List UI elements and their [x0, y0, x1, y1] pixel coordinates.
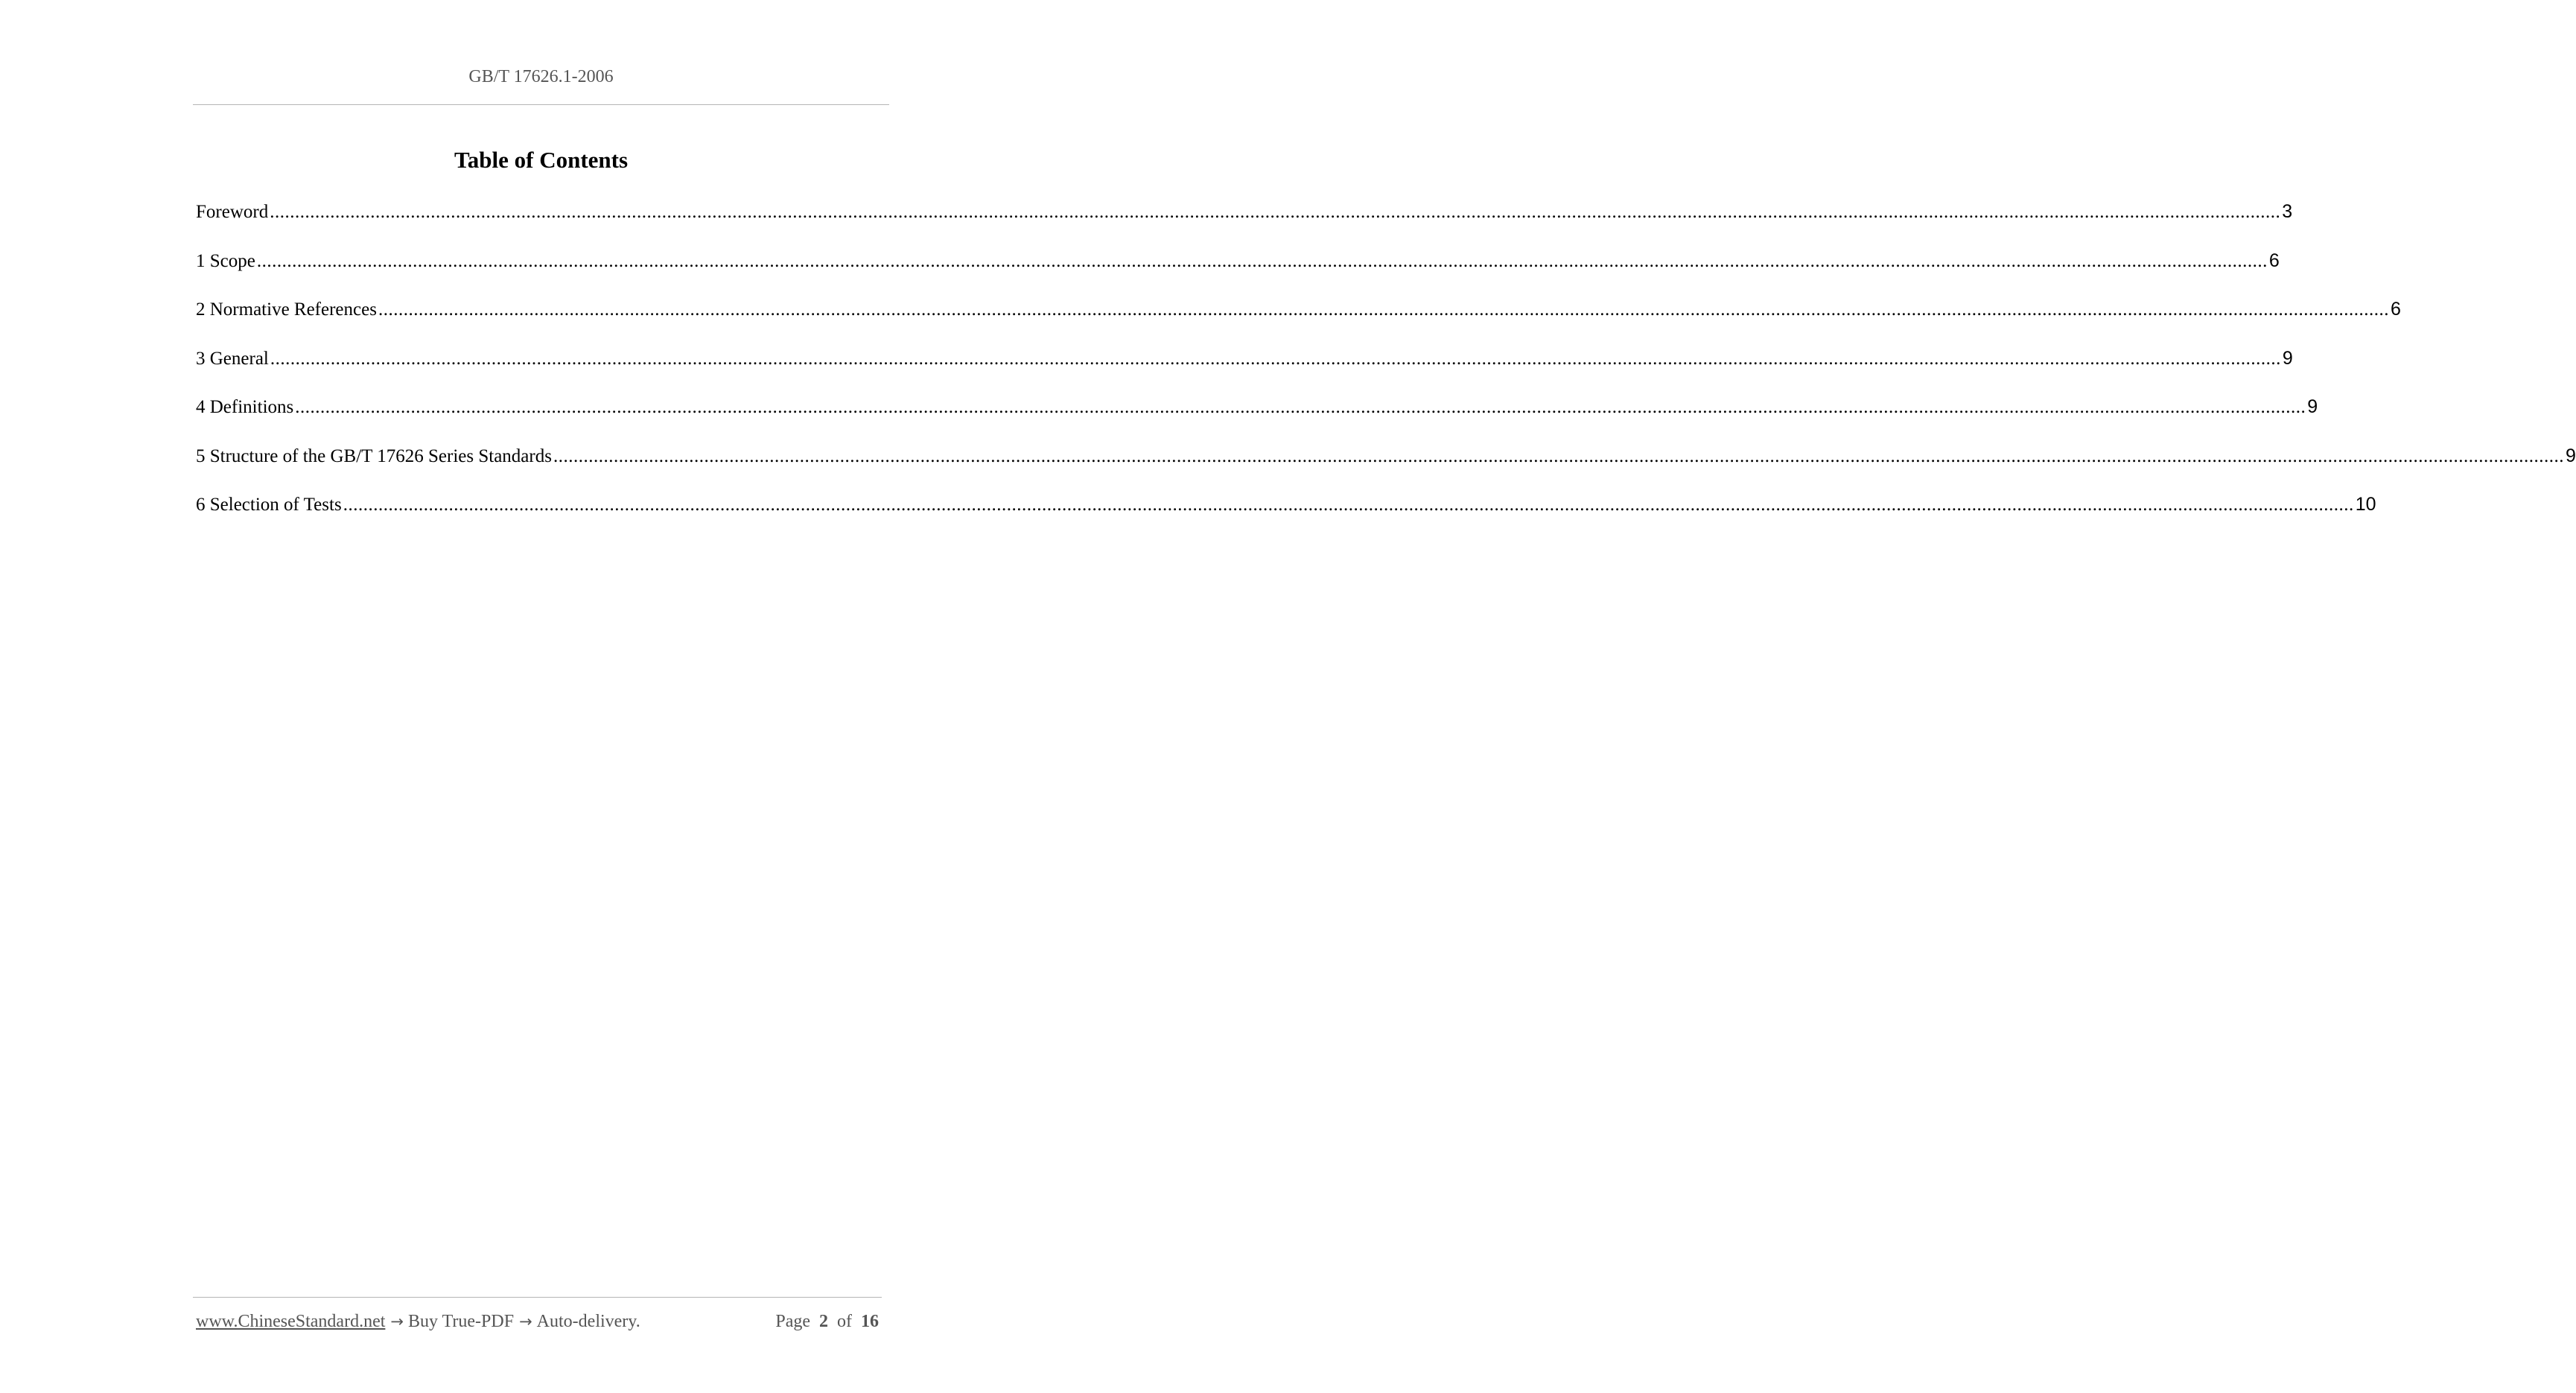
toc-entry-selection-of-tests[interactable]	[196, 494, 2376, 543]
header-divider	[193, 104, 889, 105]
toc-dot-leader: ................................................................................................................................................................................................................................................................................................................................................................................................................	[378, 299, 2389, 320]
toc-entry-foreword[interactable]	[196, 201, 2293, 250]
toc-entry-page: 6	[2268, 250, 2280, 271]
toc-entry-label: 1 Scope	[196, 250, 255, 271]
toc-dot-leader: ................................................................................................................................................................................................................................................................................................................................................................................................................	[343, 495, 2354, 515]
toc-entry-page: 9	[2307, 396, 2318, 417]
footer-promo	[196, 1312, 640, 1332]
toc-entry-page: 9	[2565, 445, 2576, 466]
toc-dot-leader: ................................................................................................................................................................................................................................................................................................................................................................................................................	[270, 348, 2281, 369]
right-arrow-icon: →	[519, 1313, 532, 1330]
total-pages-number: 16	[861, 1312, 879, 1331]
auto-delivery-text: Auto-delivery.	[536, 1312, 640, 1331]
footer-divider	[193, 1297, 882, 1298]
toc-entry-label: Foreword	[196, 202, 269, 222]
toc-entry-label: 3 General	[196, 348, 269, 369]
document-code-header: GB/T 17626.1-2006	[468, 67, 614, 86]
toc-entry-definitions[interactable]	[196, 396, 2318, 445]
toc-entry-page: 6	[2390, 299, 2401, 320]
of-word: of	[837, 1312, 852, 1331]
right-arrow-icon: →	[390, 1313, 404, 1330]
site-link[interactable]: www.ChineseStandard.net	[196, 1312, 386, 1331]
page-word: Page	[775, 1312, 810, 1331]
page-number	[775, 1312, 879, 1332]
toc-title: Table of Contents	[454, 147, 629, 173]
toc-entry-scope[interactable]	[196, 250, 2280, 299]
toc-entry-structure[interactable]	[196, 445, 2576, 495]
toc-entry-label: 2 Normative References	[196, 299, 377, 320]
toc-dot-leader: ................................................................................................................................................................................................................................................................................................................................................................................................................	[270, 202, 2281, 222]
page-footer	[196, 1312, 882, 1336]
toc-entry-page: 9	[2282, 347, 2293, 369]
toc-entry-page: 3	[2282, 201, 2293, 222]
table-of-contents	[196, 201, 2576, 543]
toc-dot-leader: ................................................................................................................................................................................................................................................................................................................................................................................................................	[295, 397, 2306, 417]
toc-dot-leader: ................................................................................................................................................................................................................................................................................................................................................................................................................	[553, 445, 2564, 466]
toc-entry-general[interactable]	[196, 347, 2293, 397]
toc-entry-label: 6 Selection of Tests	[196, 495, 342, 515]
toc-entry-normative-references[interactable]	[196, 299, 2401, 348]
toc-dot-leader: ................................................................................................................................................................................................................................................................................................................................................................................................................	[256, 250, 2268, 271]
toc-entry-label: 4 Definitions	[196, 397, 294, 417]
current-page-number: 2	[819, 1312, 828, 1331]
buy-true-pdf-text: Buy True-PDF	[408, 1312, 515, 1331]
toc-entry-page: 10	[2355, 494, 2376, 515]
toc-entry-label: 5 Structure of the GB/T 17626 Series Standards	[196, 445, 552, 466]
